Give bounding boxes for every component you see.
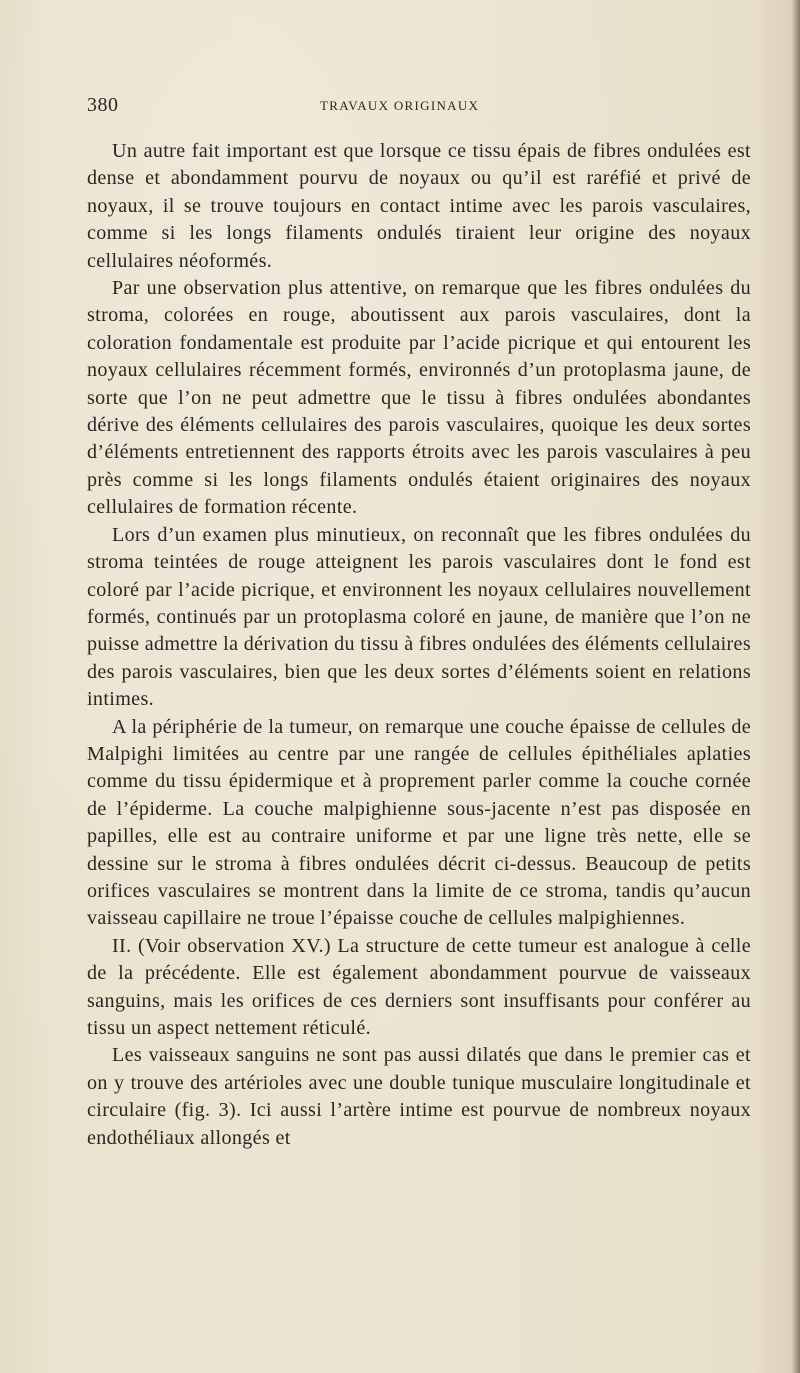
paragraph: II. (Voir observation XV.) La structure de cette tumeur est analogue à celle de la précédente. Elle est également abondamment pourvue de vaisseaux sanguins, mais les orifices de ces derniers sont insuffisants pour conférer au tissu un aspect nettement réticulé. [87, 934, 751, 1039]
body-text [87, 138, 751, 1152]
page-number: 380 [87, 94, 119, 116]
paragraph: Lors d’un examen plus minutieux, on reconnaît que les fibres ondulées du stroma teintées de rouge atteignent les parois vasculaires dont le fond est coloré par l’acide picrique, et environnent les noyaux cellulaires nouvellement formés, continués par un protoplasma coloré en jaune, de manière que l’on ne puisse admettre la dérivation du tissu à fibres ondulées des éléments cellulaires des parois vasculaires, bien que les deux sortes d’éléments soient en relations intimes. [87, 523, 751, 711]
paragraph: A la périphérie de la tumeur, on remarque une couche épaisse de cellules de Malpighi limitées au centre par une rangée de cellules épithéliales aplaties comme du tissu épidermique et à proprement parler comme la couche cornée de l’épiderme. La couche malpighienne sous-jacente n’est pas disposée en papilles, elle est au contraire uniforme et par une ligne très nette, elle se dessine sur le stroma à fibres ondulées décrit ci-dessus. Beaucoup de petits orifices vasculaires se montrent dans la limite de ce stroma, tandis qu’aucun vaisseau capillaire ne troue l’épaisse couche de cellules malpighiennes. [87, 715, 751, 930]
page-edge-shadow [791, 0, 800, 1373]
paragraph: Les vaisseaux sanguins ne sont pas aussi dilatés que dans le premier cas et on y trouve des artérioles avec une double tunique musculaire longitudinale et circulaire (fig. 3). Ici aussi l’artère intime est pourvue de nombreux noyaux endothéliaux allongés et [87, 1044, 751, 1149]
page-header [87, 94, 750, 118]
running-head: TRAVAUX ORIGINAUX [320, 98, 480, 113]
paragraph: Un autre fait important est que lorsque ce tissu épais de fibres ondulées est dense et abondamment pourvu de noyaux ou qu’il est raréfié et privé de noyaux, il se trouve toujours en contact intime avec les parois vasculaires, comme si les longs filaments ondulés tiraient leur origine des noyaux cellulaires néoformés. [87, 140, 751, 272]
paragraph: Par une observation plus attentive, on remarque que les fibres ondulées du stroma, colorées en rouge, aboutissent aux parois vasculaires, dont la coloration fondamentale est produite par l’acide picrique et qui entourent les noyaux cellulaires récemment formés, environnés d’un protoplasma jaune, de sorte que l’on ne peut admettre que le tissu à fibres ondulées abondantes dérive des éléments cellulaires des parois vasculaires, quoique les deux sortes d’éléments entretiennent des rapports étroits avec les parois vasculaires à peu près comme si les longs filaments ondulés étaient originaires des noyaux cellulaires de formation récente. [87, 277, 751, 519]
